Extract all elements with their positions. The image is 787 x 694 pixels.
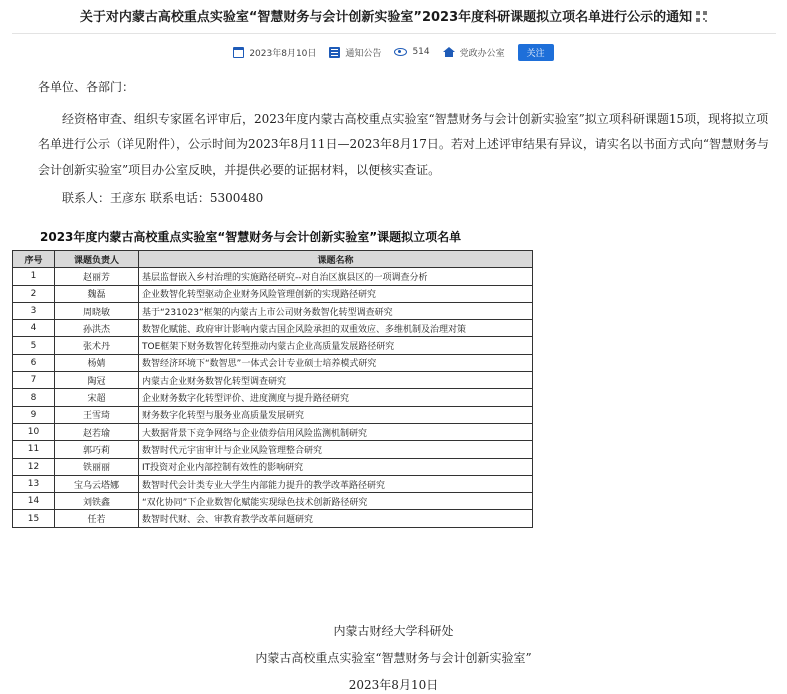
row-project-cell: 数智化赋能、政府审计影响内蒙古国企风险承担的双重效应、多维机制及治理对策 — [139, 320, 533, 337]
table-row — [13, 302, 533, 319]
notice-icon — [329, 47, 340, 58]
row-leader-cell: 赵丽芳 — [55, 268, 139, 285]
table-row — [13, 423, 533, 440]
row-project-cell: 数智时代会计类专业大学生内部能力提升的教学改革路径研究 — [139, 475, 533, 492]
view-count — [394, 47, 429, 57]
row-project-cell: 数智经济环境下“数智思”一体式会计专业硕士培养模式研究 — [139, 354, 533, 371]
row-index-cell: 6 — [13, 354, 55, 371]
row-leader-cell: 赵若瑜 — [55, 423, 139, 440]
row-index-cell: 13 — [13, 475, 55, 492]
qrcode-icon[interactable] — [696, 11, 707, 22]
department[interactable] — [443, 46, 505, 59]
row-leader-cell: 铁丽丽 — [55, 458, 139, 475]
row-index-cell: 14 — [13, 493, 55, 510]
table-row — [13, 372, 533, 389]
page-title-text: 关于对内蒙古高校重点实验室“智慧财务与会计创新实验室”2023年度科研课题拟立项名单进行公示的通知 — [79, 10, 693, 25]
header-cell-project: 课题名称 — [139, 251, 533, 268]
row-project-cell: 数智时代财、会、审教育教学改革问题研究 — [139, 510, 533, 527]
row-project-cell: 数智时代元宇宙审计与企业风险管理整合研究 — [139, 441, 533, 458]
row-index-cell: 4 — [13, 320, 55, 337]
table-row — [13, 285, 533, 302]
row-leader-cell: 郭巧莉 — [55, 441, 139, 458]
row-project-cell: 企业财务数字化转型评价、进度测度与提升路径研究 — [139, 389, 533, 406]
row-leader-cell: 张术丹 — [55, 337, 139, 354]
row-index-cell: 15 — [13, 510, 55, 527]
row-index-cell: 2 — [13, 285, 55, 302]
header-cell-leader: 课题负责人 — [55, 251, 139, 268]
row-project-cell: 大数据背景下竞争网络与企业债券信用风险监测机制研究 — [139, 423, 533, 440]
row-index-cell: 1 — [13, 268, 55, 285]
signature-org: 内蒙古财经大学科研处 — [333, 624, 454, 638]
row-project-cell: 企业数智化转型驱动企业财务风险管理创新的实现路径研究 — [139, 285, 533, 302]
table-row — [13, 268, 533, 285]
row-leader-cell: 魏磊 — [55, 285, 139, 302]
eye-icon — [394, 48, 407, 56]
home-icon — [443, 47, 455, 52]
row-project-cell: 财务数字化转型与服务业高质量发展研究 — [139, 406, 533, 423]
row-leader-cell: 王雪琦 — [55, 406, 139, 423]
table-row — [13, 510, 533, 527]
header-cell-index: 序号 — [13, 251, 55, 268]
signature-lab: 内蒙古高校重点实验室“智慧财务与会计创新实验室” — [255, 651, 532, 665]
row-project-cell: “双化协同”下企业数智化赋能实现绿色技术创新路径研究 — [139, 493, 533, 510]
row-index-cell: 9 — [13, 406, 55, 423]
table-row — [13, 354, 533, 371]
row-leader-cell: 杨婧 — [55, 354, 139, 371]
row-leader-cell: 宋超 — [55, 389, 139, 406]
table-row — [13, 458, 533, 475]
table-header-row — [13, 251, 533, 268]
row-index-cell: 5 — [13, 337, 55, 354]
greeting: 各单位、各部门： — [38, 80, 135, 94]
row-leader-cell: 宝乌云塔娜 — [55, 475, 139, 492]
row-project-cell: TOE框架下财务数智化转型推动内蒙古企业高质量发展路径研究 — [139, 337, 533, 354]
view-count-text: 514 — [412, 47, 430, 57]
row-project-cell: 基于“231023”框架的内蒙古上市公司财务数智化转型调查研究 — [139, 302, 533, 319]
row-project-cell: 基层监督嵌入乡村治理的实施路径研究--对自治区旗县区的一项调查分析 — [139, 268, 533, 285]
project-table — [12, 250, 533, 528]
calendar-icon — [233, 47, 244, 58]
row-index-cell: 11 — [13, 441, 55, 458]
signature-date: 2023年8月10日 — [348, 678, 439, 692]
table-row — [13, 441, 533, 458]
table-row — [13, 475, 533, 492]
row-index-cell: 7 — [13, 372, 55, 389]
table-row — [13, 320, 533, 337]
table-row — [13, 406, 533, 423]
follow-button[interactable]: 关注 — [518, 44, 554, 61]
department-text[interactable]: 党政办公室 — [459, 48, 505, 59]
row-leader-cell: 刘铁鑫 — [55, 493, 139, 510]
table-row — [13, 389, 533, 406]
row-leader-cell: 任若 — [55, 510, 139, 527]
row-index-cell: 10 — [13, 423, 55, 440]
row-index-cell: 8 — [13, 389, 55, 406]
row-leader-cell: 周晓敏 — [55, 302, 139, 319]
contact-info: 联系人：王彦东 联系电话：5300480 — [62, 191, 264, 205]
row-leader-cell: 陶冠 — [55, 372, 139, 389]
row-leader-cell: 孙洪杰 — [55, 320, 139, 337]
publish-date-text: 2023年8月10日 — [249, 48, 317, 59]
table-row — [13, 337, 533, 354]
article-meta-bar — [0, 43, 787, 61]
table-row — [13, 493, 533, 510]
row-index-cell: 12 — [13, 458, 55, 475]
table-title: 2023年度内蒙古高校重点实验室“智慧财务与会计创新实验室”课题拟立项名单 — [40, 230, 462, 244]
page-title — [0, 6, 787, 25]
row-project-cell: 内蒙古企业财务数智化转型调查研究 — [139, 372, 533, 389]
category[interactable] — [329, 46, 381, 59]
row-index-cell: 3 — [13, 302, 55, 319]
title-divider — [12, 33, 776, 34]
category-text[interactable]: 通知公告 — [345, 48, 382, 59]
notice-paragraph: 经资格审查、组织专家匿名评审后，2023年度内蒙古高校重点实验室“智慧财务与会计创新实验室”拟立项科研课题15项，现将拟立项名单进行公示（详见附件），公示时间为2023年8月11日—2023年8月17日。若对上述评审结果有异议，请实名以书面方式向“智慧财务与会计创新实验室”项目办公室反映，并提供必要的证据材料，以便核实查证。 — [38, 112, 770, 177]
publish-date — [233, 46, 316, 59]
row-project-cell: IT投资对企业内部控制有效性的影响研究 — [139, 458, 533, 475]
